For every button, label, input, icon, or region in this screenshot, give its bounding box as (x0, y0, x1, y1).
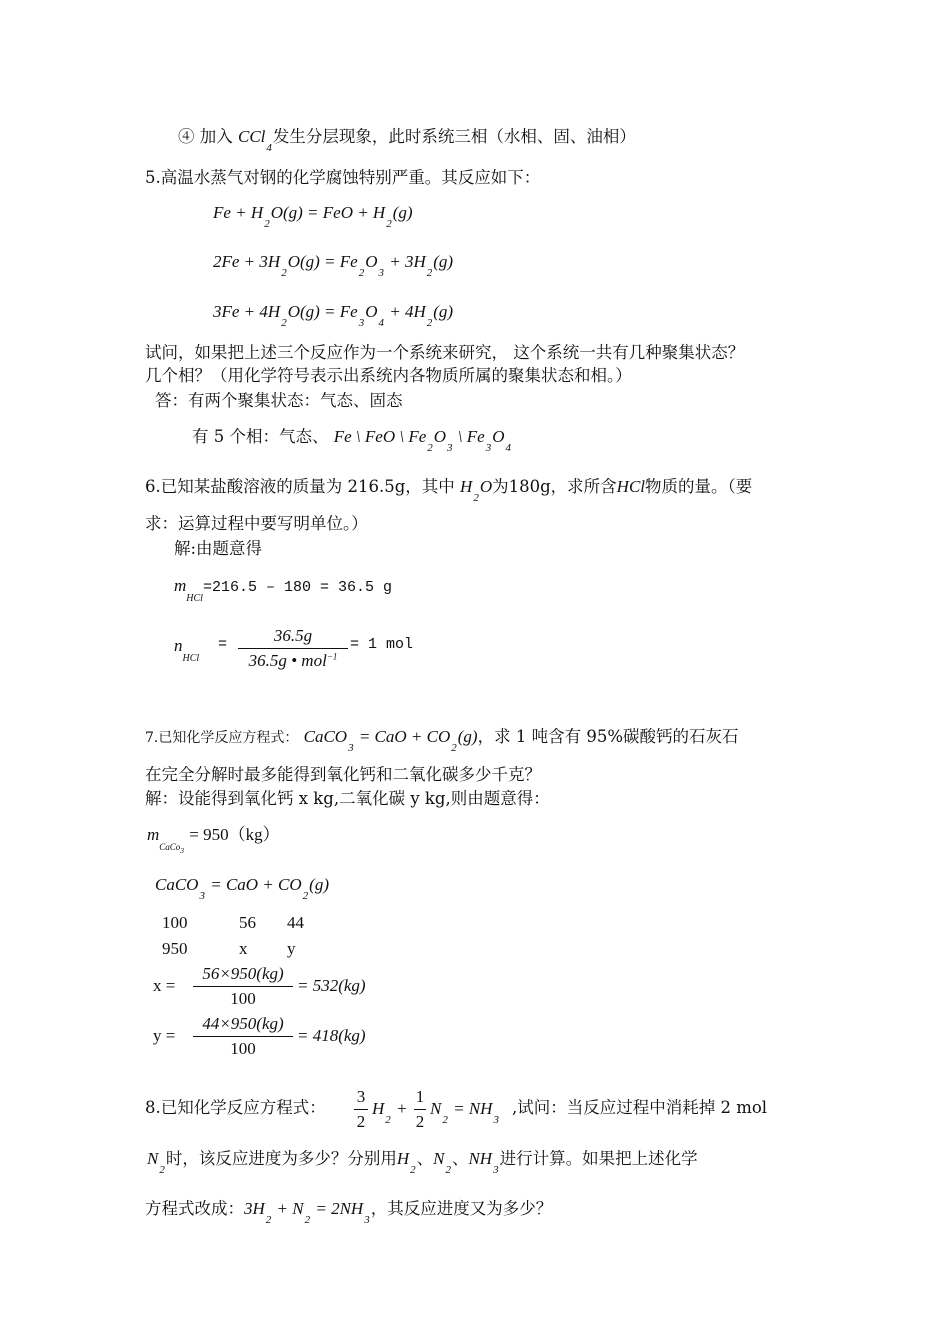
q7-row1-c: 44 (287, 913, 304, 932)
q7-row2-b: x (239, 939, 248, 958)
symbol-m-caco3: $m_{CaCo_3}$ (147, 825, 185, 855)
q5-reaction-3: $3Fe + 4H_2O(g) = Fe_3O_4 + 4H_2(g)$ (213, 302, 454, 329)
q7-title (145, 727, 739, 754)
q8-frac-3-2: 3 2 (354, 1087, 368, 1132)
formula-h2o: $H_2O$ (460, 477, 493, 504)
q7-x-label: x = (153, 976, 176, 995)
q7-row2-a: 950 (162, 939, 188, 958)
q6-solution: 解:由题意得 (174, 539, 263, 558)
formula-ccl4: CCl$_4$ (238, 127, 272, 154)
q6-m-line (174, 576, 392, 604)
q8-line3-b: ，其反应进度又为多少？ (370, 1199, 553, 1218)
q7-title-a: 7.已知化学反应方程式： (145, 730, 299, 746)
formula-phases: Fe \ FeO \ $Fe_2O_3$ \ $Fe_3O_4$ (333, 427, 511, 454)
q5-answer-2-text: 有 5 个相：气态、 (192, 427, 329, 446)
q5-question-2: 几个相？（用化学符号表示出系统内各物质所属的聚集状态和相。） (145, 366, 632, 385)
q8-line3 (145, 1199, 553, 1226)
q5-reaction-2: $2Fe + 3H_2O(g) = Fe_2O_3 + 3H_2(g)$ (213, 252, 454, 279)
q7-x-result: = 532(kg) (297, 976, 366, 995)
q7-y-result: = 418(kg) (297, 1026, 366, 1045)
q8-line3-a: 方程式改成： (145, 1199, 244, 1218)
q7-row1-b: 56 (239, 913, 256, 932)
q5-answer-1: 答：有两个聚集状态：气态、固态 (155, 391, 403, 410)
q6-n-result: = 1 mol (350, 636, 414, 653)
q7-x-fraction: 56×950(kg) 100 (193, 964, 293, 1009)
q8-frac-1-2: 1 2 (415, 1087, 425, 1131)
q4-item-rest: 发生分层现象，此时系统三相（水相、固、油相） (272, 127, 636, 146)
q7-title-2: 在完全分解时最多能得到氧化钙和二氧化碳多少千克？ (145, 765, 541, 784)
formula-n2: $N_2$ (147, 1149, 165, 1176)
q7-reaction: CaCO$_3$ = CaO + $CO_2(g)$ (155, 875, 329, 902)
q7-y-label: y = (153, 1026, 176, 1045)
q8-h2: $H_2$ + (372, 1099, 408, 1126)
q4-item: ④ 加入 (178, 127, 233, 146)
q8-line2-a: 时，该反应进度为多少？分别用 (165, 1149, 397, 1168)
q6-title-2: 求：运算过程中要写明单位。） (145, 514, 368, 533)
q4-line (178, 127, 636, 154)
q6-m-calc: =216.5 – 180 = 36.5 g (202, 579, 392, 596)
q7-m-line (147, 825, 280, 855)
q8-line2-d: 进行计算。如果把上述化学 (499, 1149, 698, 1168)
q7-m-value: = 950（kg） (189, 825, 280, 844)
q8-title-b: ,试问：当反应过程中消耗掉 2 mol (512, 1098, 768, 1117)
q8-title-a: 8.已知化学反应方程式： (145, 1098, 326, 1117)
q6-n-eq: = (218, 636, 228, 653)
q8-line2-b: 、 (416, 1149, 434, 1168)
q7-row2-c: y (287, 939, 296, 958)
q8-line2-c: 、 (451, 1149, 469, 1168)
q7-title-b: ，求 1 吨含有 95%碳酸钙的石灰石 (477, 727, 739, 746)
q5-answer-2 (192, 427, 512, 454)
formula-caco3-reaction: CaCO$_3$ = CaO + $CO_2(g)$ (303, 727, 478, 754)
q7-solution: 解：设能得到氧化钙 x kg,二氧化碳 y kg,则由题意得： (145, 789, 550, 808)
q5-title: 5.高温水蒸气对钢的化学腐蚀特别严重。其反应如下： (145, 168, 541, 187)
q5-question-1: 试问，如果把上述三个反应作为一个系统来研究， 这个系统一共有几种聚集状态？ (145, 343, 745, 362)
q6-fraction: 36.5g 36.5g • mol$^{-1}$ (238, 626, 348, 671)
q6-title-b: 为180g，求所含 (492, 477, 617, 496)
q8-n2-nh3: $N_2 = NH_3$ (430, 1099, 499, 1126)
q5-reaction-1: $Fe + H_2O(g)$ = FeO + $H_2(g)$ (213, 203, 413, 230)
q6-title-a: 6.已知某盐酸溶液的质量为 216.5g，其中 (145, 477, 455, 496)
q7-y-fraction: 44×950(kg) 100 (193, 1014, 293, 1059)
symbol-m-hcl: $m_{HCl}$ (174, 576, 203, 604)
q8-line2: $N_2$时，该反应进度为多少？分别用$H_2$、$N_2$、$NH_3$进行计算。如果把上述化学 (147, 1149, 698, 1176)
q6-n-symbol: $n_{HCl}$ (174, 636, 200, 664)
q6-title-c: 物质的量。（要 (645, 477, 753, 496)
formula-nh3-reaction: $3H_2 + N_2 = 2NH_3$ (244, 1199, 370, 1226)
formula-hcl: HCl (616, 477, 646, 496)
q6-title (145, 477, 753, 504)
q7-row1-a: 100 (162, 913, 188, 932)
